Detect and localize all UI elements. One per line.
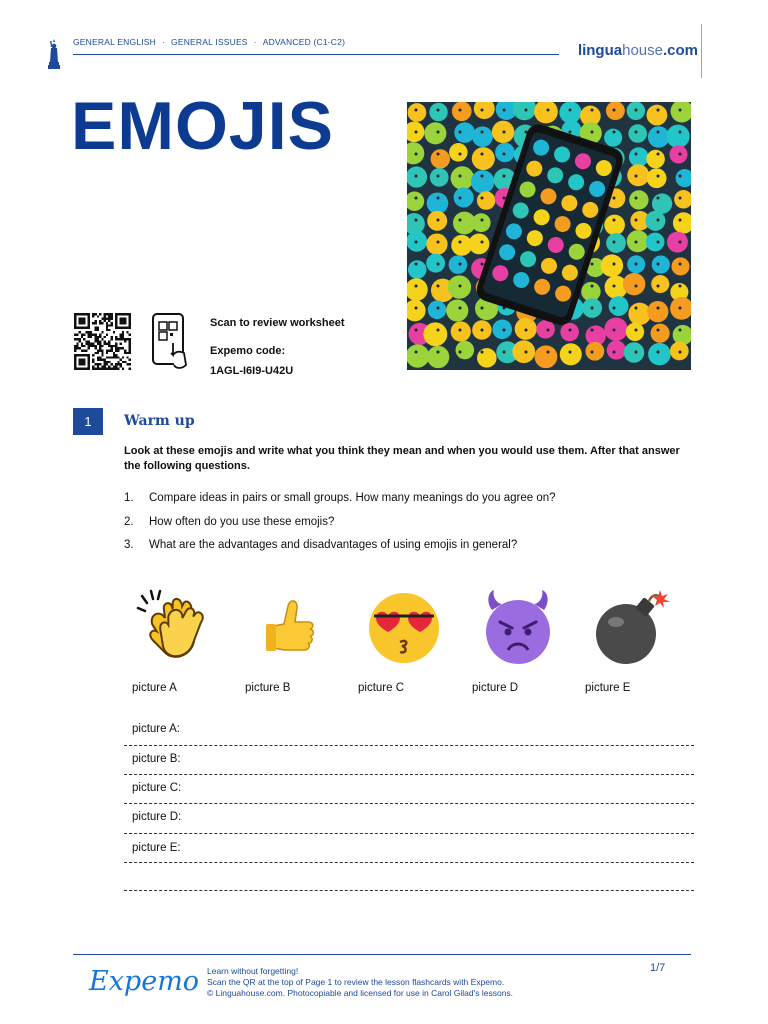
thumbs-up-icon: [250, 588, 330, 668]
question-number: 3.: [124, 539, 134, 551]
angry-devil-icon: [478, 588, 558, 668]
header-divider: [73, 54, 559, 55]
logo-part-com: .com: [662, 42, 698, 59]
answer-label-a: picture A:: [132, 723, 180, 735]
question-item: [124, 537, 694, 561]
answer-line-b[interactable]: [124, 774, 694, 775]
footer-tagline: Learn without forgetting!: [207, 966, 299, 976]
picture-label-a: picture A: [132, 682, 177, 694]
question-text: What are the advantages and disadvantages of using emojis in general?: [149, 539, 518, 551]
question-text: Compare ideas in pairs or small groups. How many meanings do you agree on?: [149, 492, 556, 504]
answer-line-extra[interactable]: [124, 890, 694, 891]
question-item: [124, 514, 694, 538]
instructions: Look at these emojis and write what you think they mean and when you would use them. After that answer the following questions.: [124, 445, 680, 472]
expemo-code: 1AGL-I6I9-U42U: [210, 365, 294, 377]
breadcrumb: [73, 37, 345, 47]
question-number: 1.: [124, 492, 134, 504]
picture-label-b: picture B: [245, 682, 291, 694]
answer-label-b: picture B:: [132, 753, 181, 765]
breadcrumb-item-general-issues[interactable]: GENERAL ISSUES: [171, 37, 248, 47]
question-text: How often do you use these emojis?: [149, 515, 335, 528]
footer-copyright: © Linguahouse.com. Photocopiable and licensed for use in Carol Gilad's lessons.: [207, 988, 514, 998]
breadcrumb-item-level[interactable]: ADVANCED (C1-C2): [262, 37, 346, 47]
breadcrumb-item-general-english[interactable]: GENERAL ENGLISH: [73, 37, 156, 47]
phone-scan-icon: [150, 313, 190, 371]
expemo-code-label: Expemo code:: [210, 345, 286, 357]
question-number: 2.: [124, 515, 134, 528]
scan-info: [210, 313, 345, 381]
answer-label-d: picture D:: [132, 811, 182, 823]
footer-text: [207, 966, 513, 999]
hero-emoji-phone-image: [407, 102, 691, 370]
answer-line-e[interactable]: [124, 862, 694, 863]
breadcrumb-separator: ·: [253, 37, 257, 47]
clapping-hands-icon: [134, 588, 214, 668]
answer-label-e: picture E:: [132, 842, 181, 854]
linguahouse-logo[interactable]: [578, 42, 698, 59]
section-number: 1: [73, 408, 103, 435]
footer-instruction: Scan the QR at the top of Page 1 to review the lesson flashcards with Expemo.: [207, 977, 505, 987]
statue-of-liberty-icon: [47, 38, 61, 70]
question-item: [124, 490, 694, 514]
footer-divider: [73, 954, 691, 955]
answer-line-c[interactable]: [124, 803, 694, 804]
bomb-icon: [592, 588, 672, 668]
page-header: [73, 30, 700, 80]
logo-part-house: house: [622, 42, 663, 59]
logo-part-lingua: lingua: [577, 42, 623, 59]
picture-label-e: picture E: [585, 682, 631, 694]
answer-line-a[interactable]: [124, 745, 694, 746]
scan-instruction: Scan to review worksheet: [210, 317, 345, 329]
answer-line-d[interactable]: [124, 833, 694, 834]
header-vertical-divider: [701, 24, 702, 78]
picture-label-c: picture C: [358, 682, 405, 694]
section-title: Warm up: [124, 413, 195, 429]
expemo-logo[interactable]: Expemo: [89, 966, 200, 997]
qr-code-icon[interactable]: [73, 313, 132, 370]
answer-label-c: picture C:: [132, 782, 182, 794]
breadcrumb-separator: ·: [162, 37, 166, 47]
heart-eyes-sunglasses-kiss-icon: [364, 588, 444, 668]
question-list: [124, 490, 694, 561]
page-number: 1/7: [650, 962, 666, 974]
page-title: EMOJIS: [71, 88, 334, 164]
picture-label-d: picture D: [472, 682, 519, 694]
